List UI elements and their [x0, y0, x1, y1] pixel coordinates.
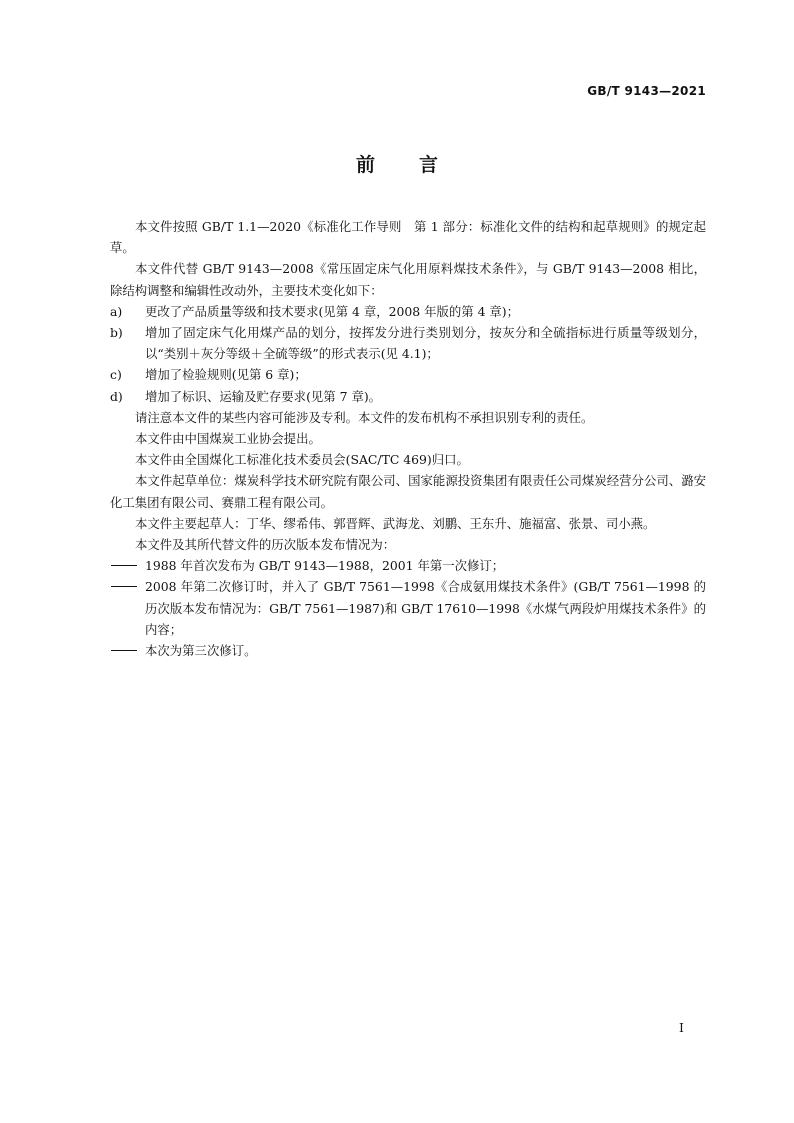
drafters: 本文件主要起草人：丁华、缪希伟、郭晋辉、武海龙、刘鹏、王东升、施福富、张景、司小燕。: [135, 515, 656, 531]
history-item-text: 2008 年第二次修订时，并入了 GB/T 7561—1998《合成氨用煤技术条件》(GB/T 7561—1998 的历次版本发布情况为：GB/T 7561—1987)和 GB/T 17610—1998《水煤气两段炉用煤技术条件》的内容；: [145, 579, 706, 637]
list-item-text: 增加了固定床气化用煤产品的划分，按挥发分进行类别划分，按灰分和全硫指标进行质量等级划分，以“类别＋灰分等级＋全硫等级”的形式表示(见 4.1)；: [145, 325, 706, 362]
list-marker: c): [110, 367, 122, 383]
list-item-text: 增加了标识、运输及贮存要求(见第 7 章)。: [145, 388, 382, 404]
proposed-by: 本文件由中国煤炭工业协会提出。: [135, 431, 321, 447]
list-marker: a): [110, 303, 123, 319]
list-item-change-a: [110, 301, 706, 322]
list-item-change-c: [110, 364, 706, 385]
list-marker: d): [110, 388, 123, 404]
patent-notice: 请注意本文件的某些内容可能涉及专利。本文件的发布机构不承担识别专利的责任。: [135, 409, 594, 425]
dash-marker: [110, 555, 145, 576]
history-item-3: [110, 640, 706, 661]
managed-by: 本文件由全国煤化工标准化技术委员会(SAC/TC 469)归口。: [135, 452, 469, 468]
replacement-paragraph: 本文件代替 GB/T 9143—2008《常压固定床气化用原料煤技术条件》，与 GB/T 9143—2008 相比，除结构调整和编辑性改动外，主要技术变化如下：: [110, 261, 706, 298]
list-item-text: 更改了产品质量等级和技术要求(见第 4 章，2008 年版的第 4 章)；: [145, 303, 520, 319]
history-item-text: 本次为第三次修订。: [145, 643, 257, 659]
drafting-units: 本文件起草单位：煤炭科学技术研究院有限公司、国家能源投资集团有限责任公司煤炭经营分公司、潞安化工集团有限公司、赛鼎工程有限公司。: [110, 473, 706, 510]
history-item-text: 1988 年首次发布为 GB/T 9143—1988，2001 年第一次修订；: [145, 558, 505, 574]
page-number: I: [679, 1020, 684, 1035]
history-item-2: [110, 576, 706, 640]
page-title: 前言: [355, 154, 482, 176]
foreword-body: [110, 216, 706, 661]
history-intro: 本文件及其所代替文件的历次版本发布情况为：: [135, 537, 396, 553]
list-item-text: 增加了检验规则(见第 6 章)；: [145, 367, 307, 383]
drafting-rules-paragraph: 本文件按照 GB/T 1.1—2020《标准化工作导则 第 1 部分：标准化文件的结构和起草规则》的规定起草。: [110, 219, 706, 256]
standard-number: GB/T 9143—2021: [587, 84, 706, 98]
history-item-1: [110, 555, 706, 576]
list-item-change-b: [110, 322, 706, 364]
dash-marker: [110, 576, 145, 640]
list-item-change-d: [110, 386, 706, 407]
dash-marker: [110, 640, 145, 661]
list-marker: b): [110, 325, 123, 341]
